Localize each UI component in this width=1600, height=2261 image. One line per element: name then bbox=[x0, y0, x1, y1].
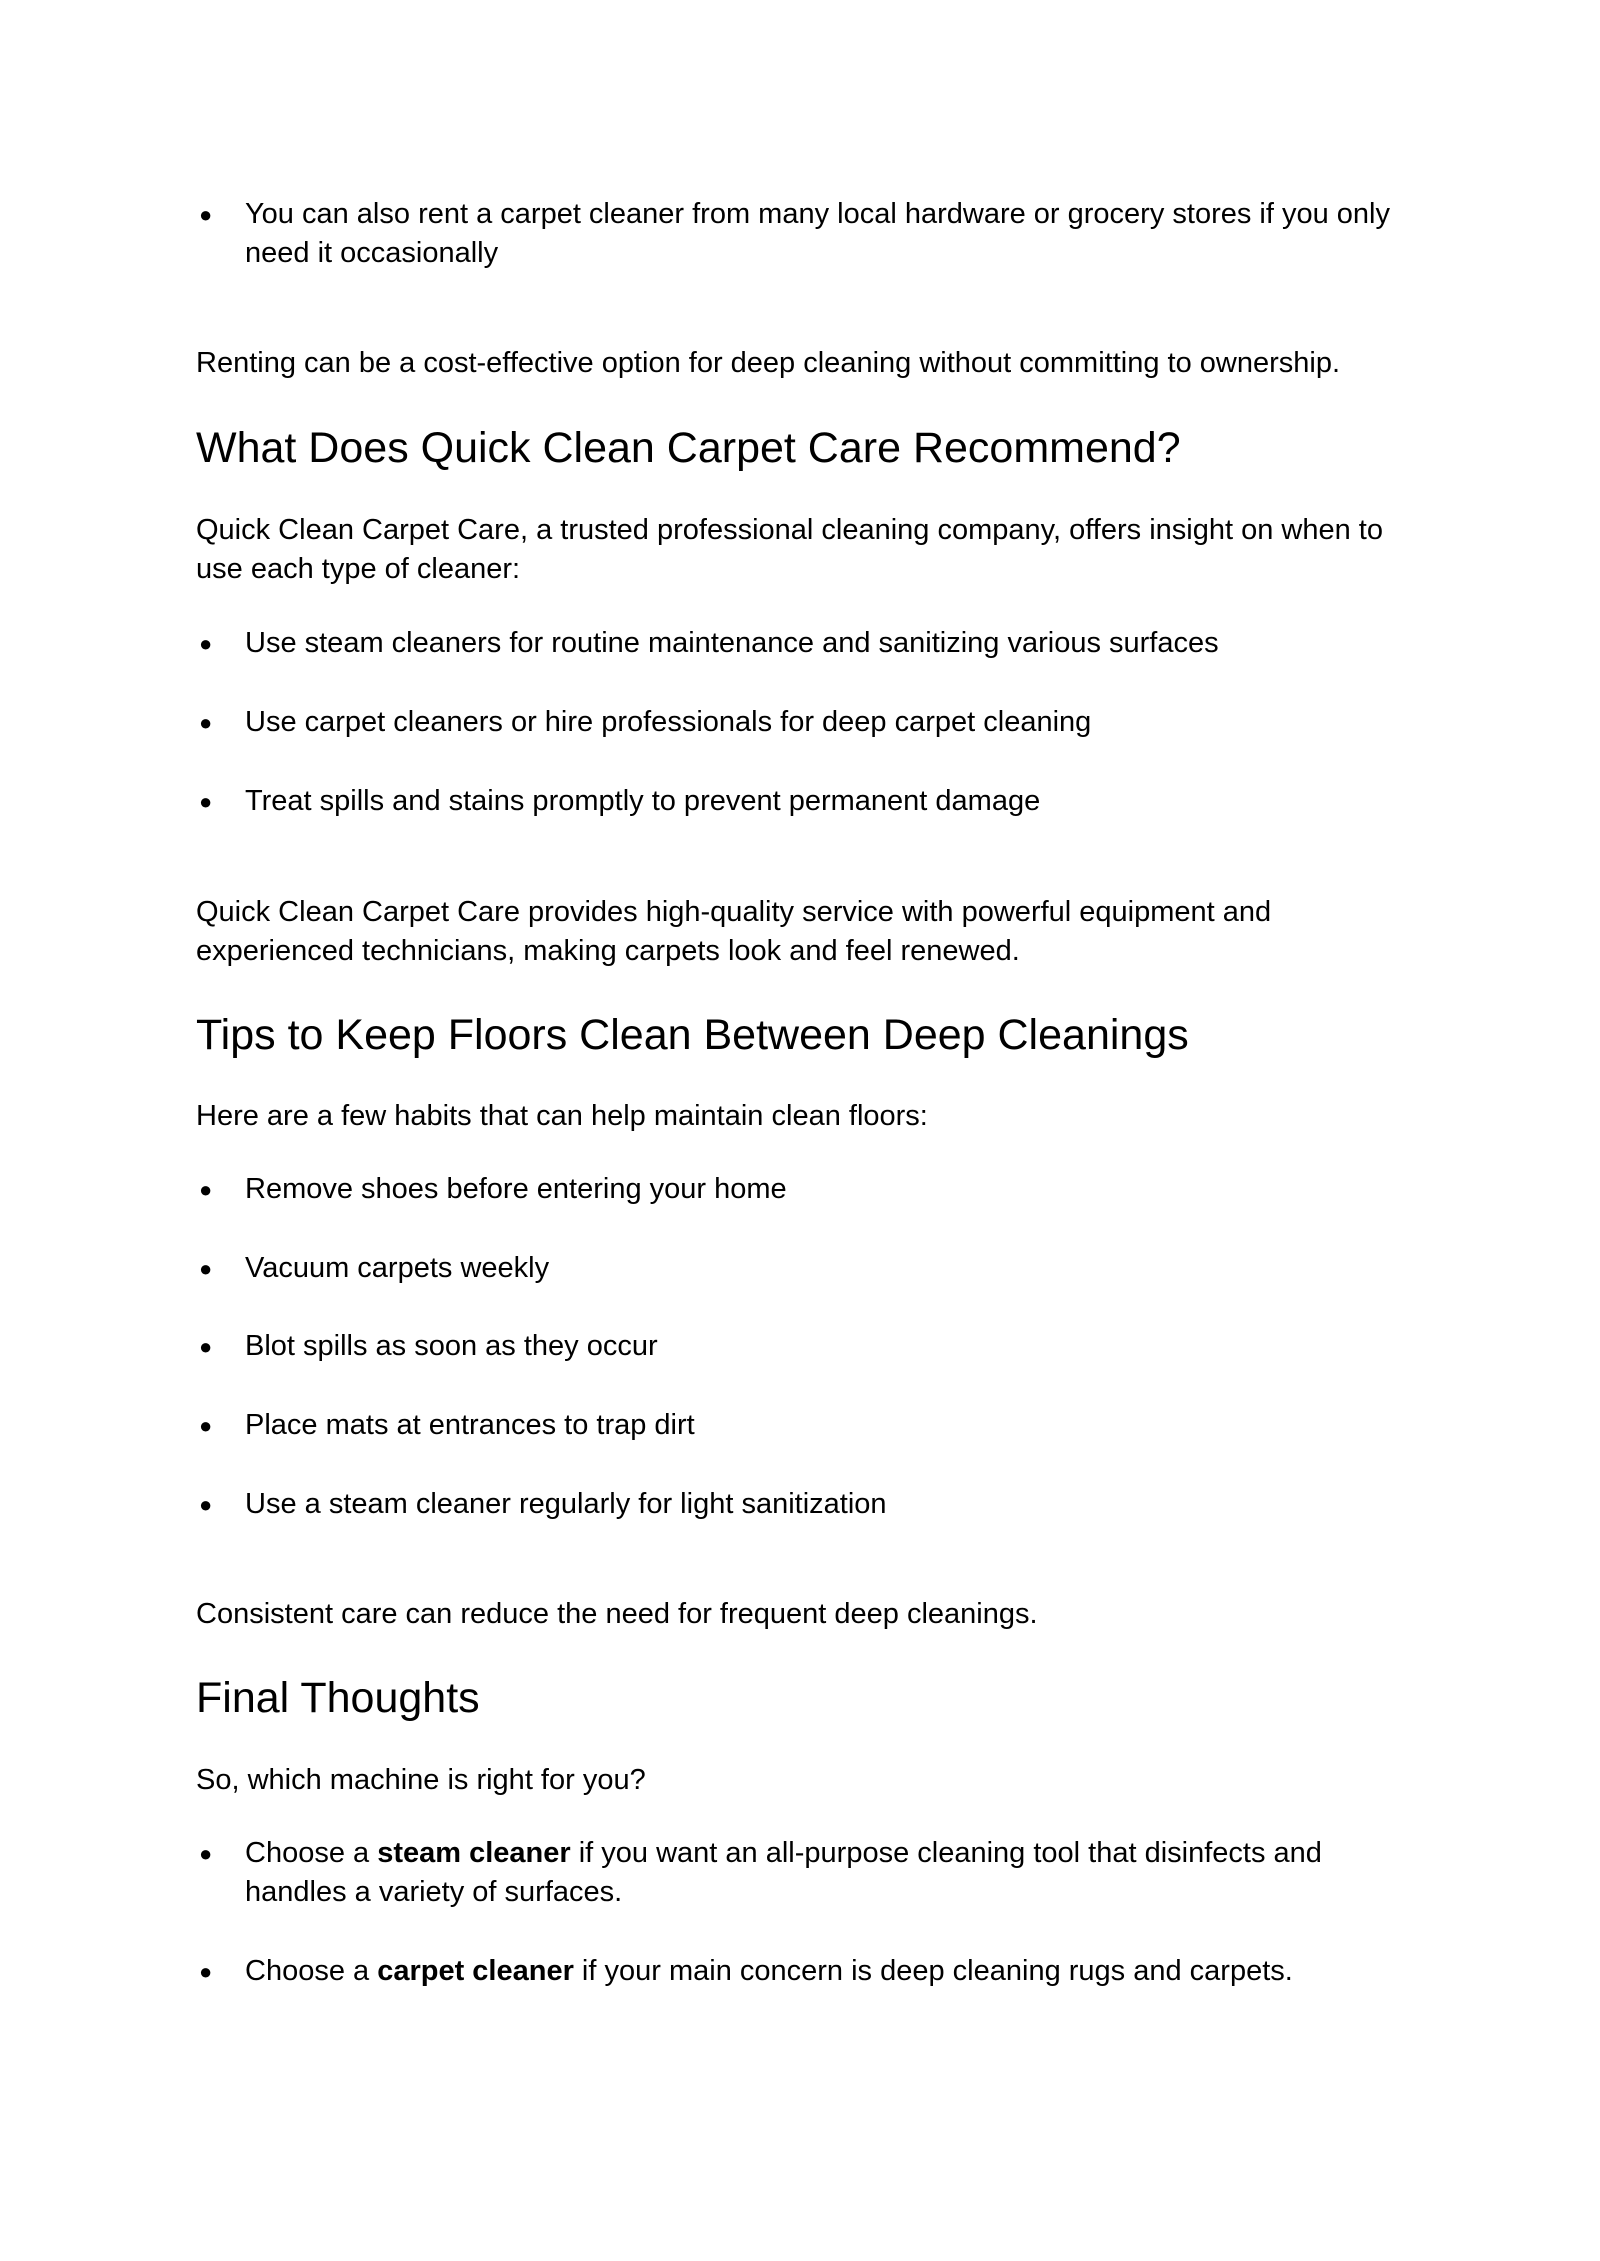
list-item-text: You can also rent a carpet cleaner from many local hardware or grocery stores if you only need it occasionally bbox=[245, 198, 1390, 269]
list-item-text: Remove shoes before entering your home bbox=[245, 1173, 787, 1205]
list-item bbox=[199, 1327, 1425, 1366]
list-item-text-prefix: Choose a bbox=[245, 1955, 378, 1987]
list-item bbox=[199, 1249, 1425, 1288]
paragraph-service: Quick Clean Carpet Care provides high-quality service with powerful equipment and experienced technicians, making carpets look and feel renewed. bbox=[196, 896, 1272, 967]
paragraph-final: So, which machine is right for you? bbox=[196, 1764, 646, 1796]
bullet-icon: ● bbox=[199, 202, 213, 227]
list-item-text: Use a steam cleaner regularly for light sanitization bbox=[245, 1488, 887, 1520]
list-item bbox=[199, 1406, 1425, 1445]
paragraph-renting: Renting can be a cost-effective option for deep cleaning without committing to ownership. bbox=[196, 347, 1341, 379]
list-item-text-bold: steam cleaner bbox=[377, 1837, 571, 1869]
list-item bbox=[199, 1485, 1425, 1524]
list-item bbox=[199, 782, 1425, 821]
list-item-text-suffix: if you want an all-purpose cleaning tool that disinfects and handles a variety of surfaces. bbox=[245, 1837, 1322, 1908]
list-item-text-prefix: Choose a bbox=[245, 1837, 378, 1869]
list-item bbox=[199, 1952, 1425, 1991]
bullet-icon: ● bbox=[199, 710, 213, 735]
list-item-text-bold: carpet cleaner bbox=[377, 1955, 574, 1987]
list-item-text: Use steam cleaners for routine maintenance and sanitizing various surfaces bbox=[245, 627, 1219, 659]
heading-final: Final Thoughts bbox=[196, 1674, 480, 1722]
paragraph-recommend: Quick Clean Carpet Care, a trusted professional cleaning company, offers insight on when to use each type of cleaner: bbox=[196, 514, 1383, 585]
list-item bbox=[199, 195, 1425, 273]
list-item-text: Blot spills as soon as they occur bbox=[245, 1330, 658, 1362]
list-item bbox=[199, 624, 1425, 663]
bullet-icon: ● bbox=[199, 1413, 213, 1438]
list-item bbox=[199, 703, 1425, 742]
paragraph-consistent: Consistent care can reduce the need for frequent deep cleanings. bbox=[196, 1598, 1038, 1630]
list-item bbox=[199, 1834, 1425, 1912]
list-item-text: Use carpet cleaners or hire professionals for deep carpet cleaning bbox=[245, 706, 1092, 738]
list-item-text-suffix: if your main concern is deep cleaning rugs and carpets. bbox=[573, 1955, 1293, 1987]
list-item-text: Treat spills and stains promptly to prevent permanent damage bbox=[245, 785, 1041, 817]
heading-tips: Tips to Keep Floors Clean Between Deep Cleanings bbox=[196, 1011, 1189, 1059]
heading-recommend: What Does Quick Clean Carpet Care Recommend? bbox=[196, 424, 1181, 472]
bullet-icon: ● bbox=[199, 1177, 213, 1202]
bullet-icon: ● bbox=[199, 1841, 213, 1866]
list-item-text: Vacuum carpets weekly bbox=[245, 1252, 550, 1284]
bullet-icon: ● bbox=[199, 1492, 213, 1517]
bullet-icon: ● bbox=[199, 1256, 213, 1281]
bullet-icon: ● bbox=[199, 1959, 213, 1984]
bullet-icon: ● bbox=[199, 1334, 213, 1359]
bullet-icon: ● bbox=[199, 631, 213, 656]
bullet-icon: ● bbox=[199, 789, 213, 814]
list-item-text: Place mats at entrances to trap dirt bbox=[245, 1409, 695, 1441]
paragraph-tips: Here are a few habits that can help maintain clean floors: bbox=[196, 1100, 928, 1132]
list-item bbox=[199, 1170, 1425, 1209]
